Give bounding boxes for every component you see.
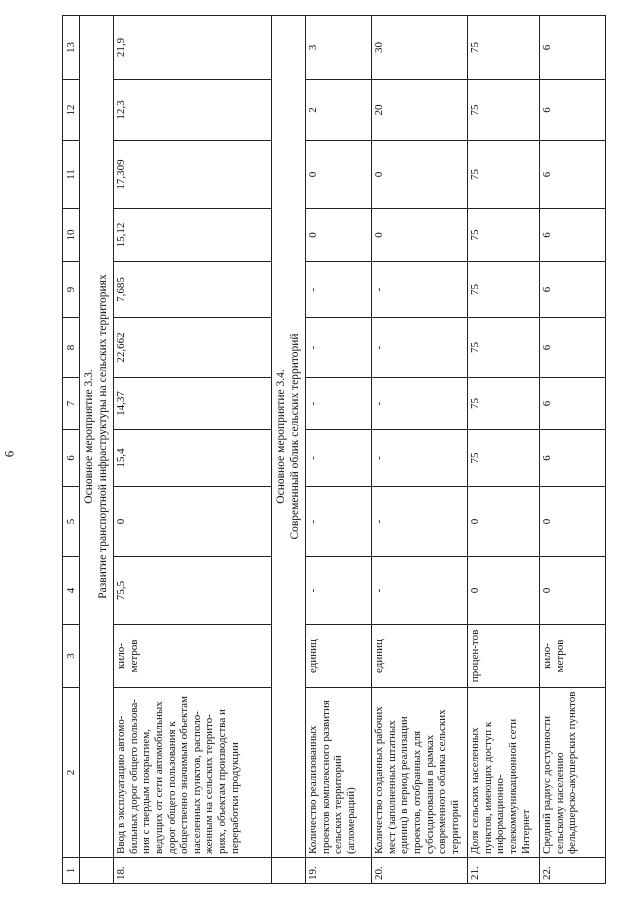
col-header: 2 — [63, 688, 80, 858]
unit: процен-тов — [468, 625, 540, 688]
col-header: 4 — [63, 557, 80, 625]
value-cell: 6 — [540, 430, 606, 487]
section-title: Основное мероприятие 3.4. — [275, 369, 288, 504]
value-cell: 22,662 — [114, 318, 272, 378]
indicators-table — [62, 15, 606, 884]
value-cell: 0 — [540, 557, 606, 625]
section-subtitle: Развитие транспортной инфраструктуры на сельских территориях — [96, 274, 109, 599]
value-cell: 2 — [306, 80, 372, 141]
value-cell: - — [372, 318, 468, 378]
row-number: 21. — [468, 858, 540, 884]
indicator-name: Ввод в эксплуатацию автомо-бильных дорог общего пользова-ния с твердым покрытием, ведущих от сети автомобильных дорог общего пользования к общественно значимым объектам населенных пунктов, располо-женным на сельских террито-риях, объектам производства и переработки продукции — [114, 688, 272, 858]
value-cell: - — [372, 487, 468, 557]
value-cell: 0 — [306, 141, 372, 209]
value-cell: - — [372, 262, 468, 318]
column-number-row — [63, 16, 80, 884]
table-row — [468, 16, 540, 884]
value-cell: 6 — [540, 80, 606, 141]
value-cell: 21,9 — [114, 16, 272, 80]
section-title: Основное мероприятие 3.3. — [83, 369, 96, 504]
section-heading — [80, 16, 114, 858]
table-row — [372, 16, 468, 884]
value-cell: - — [306, 430, 372, 487]
table-row — [540, 16, 606, 884]
value-cell: 75 — [468, 209, 540, 262]
value-cell: - — [372, 430, 468, 487]
value-cell: 12,3 — [114, 80, 272, 141]
value-cell: 0 — [372, 141, 468, 209]
value-cell: 6 — [540, 141, 606, 209]
col-header: 13 — [63, 16, 80, 80]
indicator-name: Количество реализованных проектов комплексного развития сельских территорий (агломераций) — [306, 688, 372, 858]
table-row — [114, 16, 272, 884]
col-header: 3 — [63, 625, 80, 688]
value-cell: 75 — [468, 141, 540, 209]
value-cell: 20 — [372, 80, 468, 141]
unit: кило-метров — [114, 625, 272, 688]
value-cell: 14,37 — [114, 378, 272, 430]
value-cell: 0 — [540, 487, 606, 557]
unit: кило-метров — [540, 625, 606, 688]
section-spacer — [80, 858, 114, 884]
col-header: 12 — [63, 80, 80, 141]
value-cell: - — [306, 557, 372, 625]
unit: единиц — [306, 625, 372, 688]
col-header: 6 — [63, 430, 80, 487]
value-cell: 0 — [468, 487, 540, 557]
row-number: 19. — [306, 858, 372, 884]
row-number: 18. — [114, 858, 272, 884]
value-cell: 6 — [540, 209, 606, 262]
value-cell: 75,5 — [114, 557, 272, 625]
value-cell: 0 — [468, 557, 540, 625]
value-cell: - — [306, 487, 372, 557]
value-cell: 0 — [114, 487, 272, 557]
indicator-name: Доля сельских населенных пунктов, имеющих доступ к информационно-телекоммуникационной сети Интернет — [468, 688, 540, 858]
section-spacer — [272, 858, 306, 884]
value-cell: - — [372, 378, 468, 430]
value-cell: 75 — [468, 318, 540, 378]
section-heading — [272, 16, 306, 858]
row-number: 20. — [372, 858, 468, 884]
unit: единиц — [372, 625, 468, 688]
value-cell: 75 — [468, 262, 540, 318]
value-cell: 17,309 — [114, 141, 272, 209]
value-cell: - — [306, 262, 372, 318]
value-cell: 15,4 — [114, 430, 272, 487]
rotated-table-wrapper — [62, 16, 602, 884]
value-cell: 7,685 — [114, 262, 272, 318]
indicator-name: Количество созданных рабочих мест (заполненных штатных единиц) в период реализации проектов, отобранных для субсидирования в рамках современного облика сельских территорий — [372, 688, 468, 858]
col-header: 7 — [63, 378, 80, 430]
page-number: 6 — [1, 450, 17, 458]
col-header: 10 — [63, 209, 80, 262]
value-cell: 75 — [468, 80, 540, 141]
table-row — [306, 16, 372, 884]
section-subtitle: Современный облик сельских территорий — [288, 333, 301, 540]
row-number: 22. — [540, 858, 606, 884]
value-cell: 75 — [468, 16, 540, 80]
value-cell: 6 — [540, 262, 606, 318]
col-header: 1 — [63, 858, 80, 884]
value-cell: 30 — [372, 16, 468, 80]
value-cell: 0 — [306, 209, 372, 262]
value-cell: 75 — [468, 430, 540, 487]
col-header: 8 — [63, 318, 80, 378]
value-cell: 3 — [306, 16, 372, 80]
col-header: 11 — [63, 141, 80, 209]
value-cell: 6 — [540, 378, 606, 430]
value-cell: 0 — [372, 209, 468, 262]
value-cell: - — [306, 318, 372, 378]
section-row — [80, 16, 114, 884]
value-cell: 15,12 — [114, 209, 272, 262]
value-cell: - — [372, 557, 468, 625]
value-cell: 6 — [540, 318, 606, 378]
col-header: 5 — [63, 487, 80, 557]
col-header: 9 — [63, 262, 80, 318]
value-cell: 75 — [468, 378, 540, 430]
value-cell: 6 — [540, 16, 606, 80]
indicator-name: Средний радиус доступности сельскому населению фельдшерско-акушерских пунктов — [540, 688, 606, 858]
value-cell: - — [306, 378, 372, 430]
section-row — [272, 16, 306, 884]
